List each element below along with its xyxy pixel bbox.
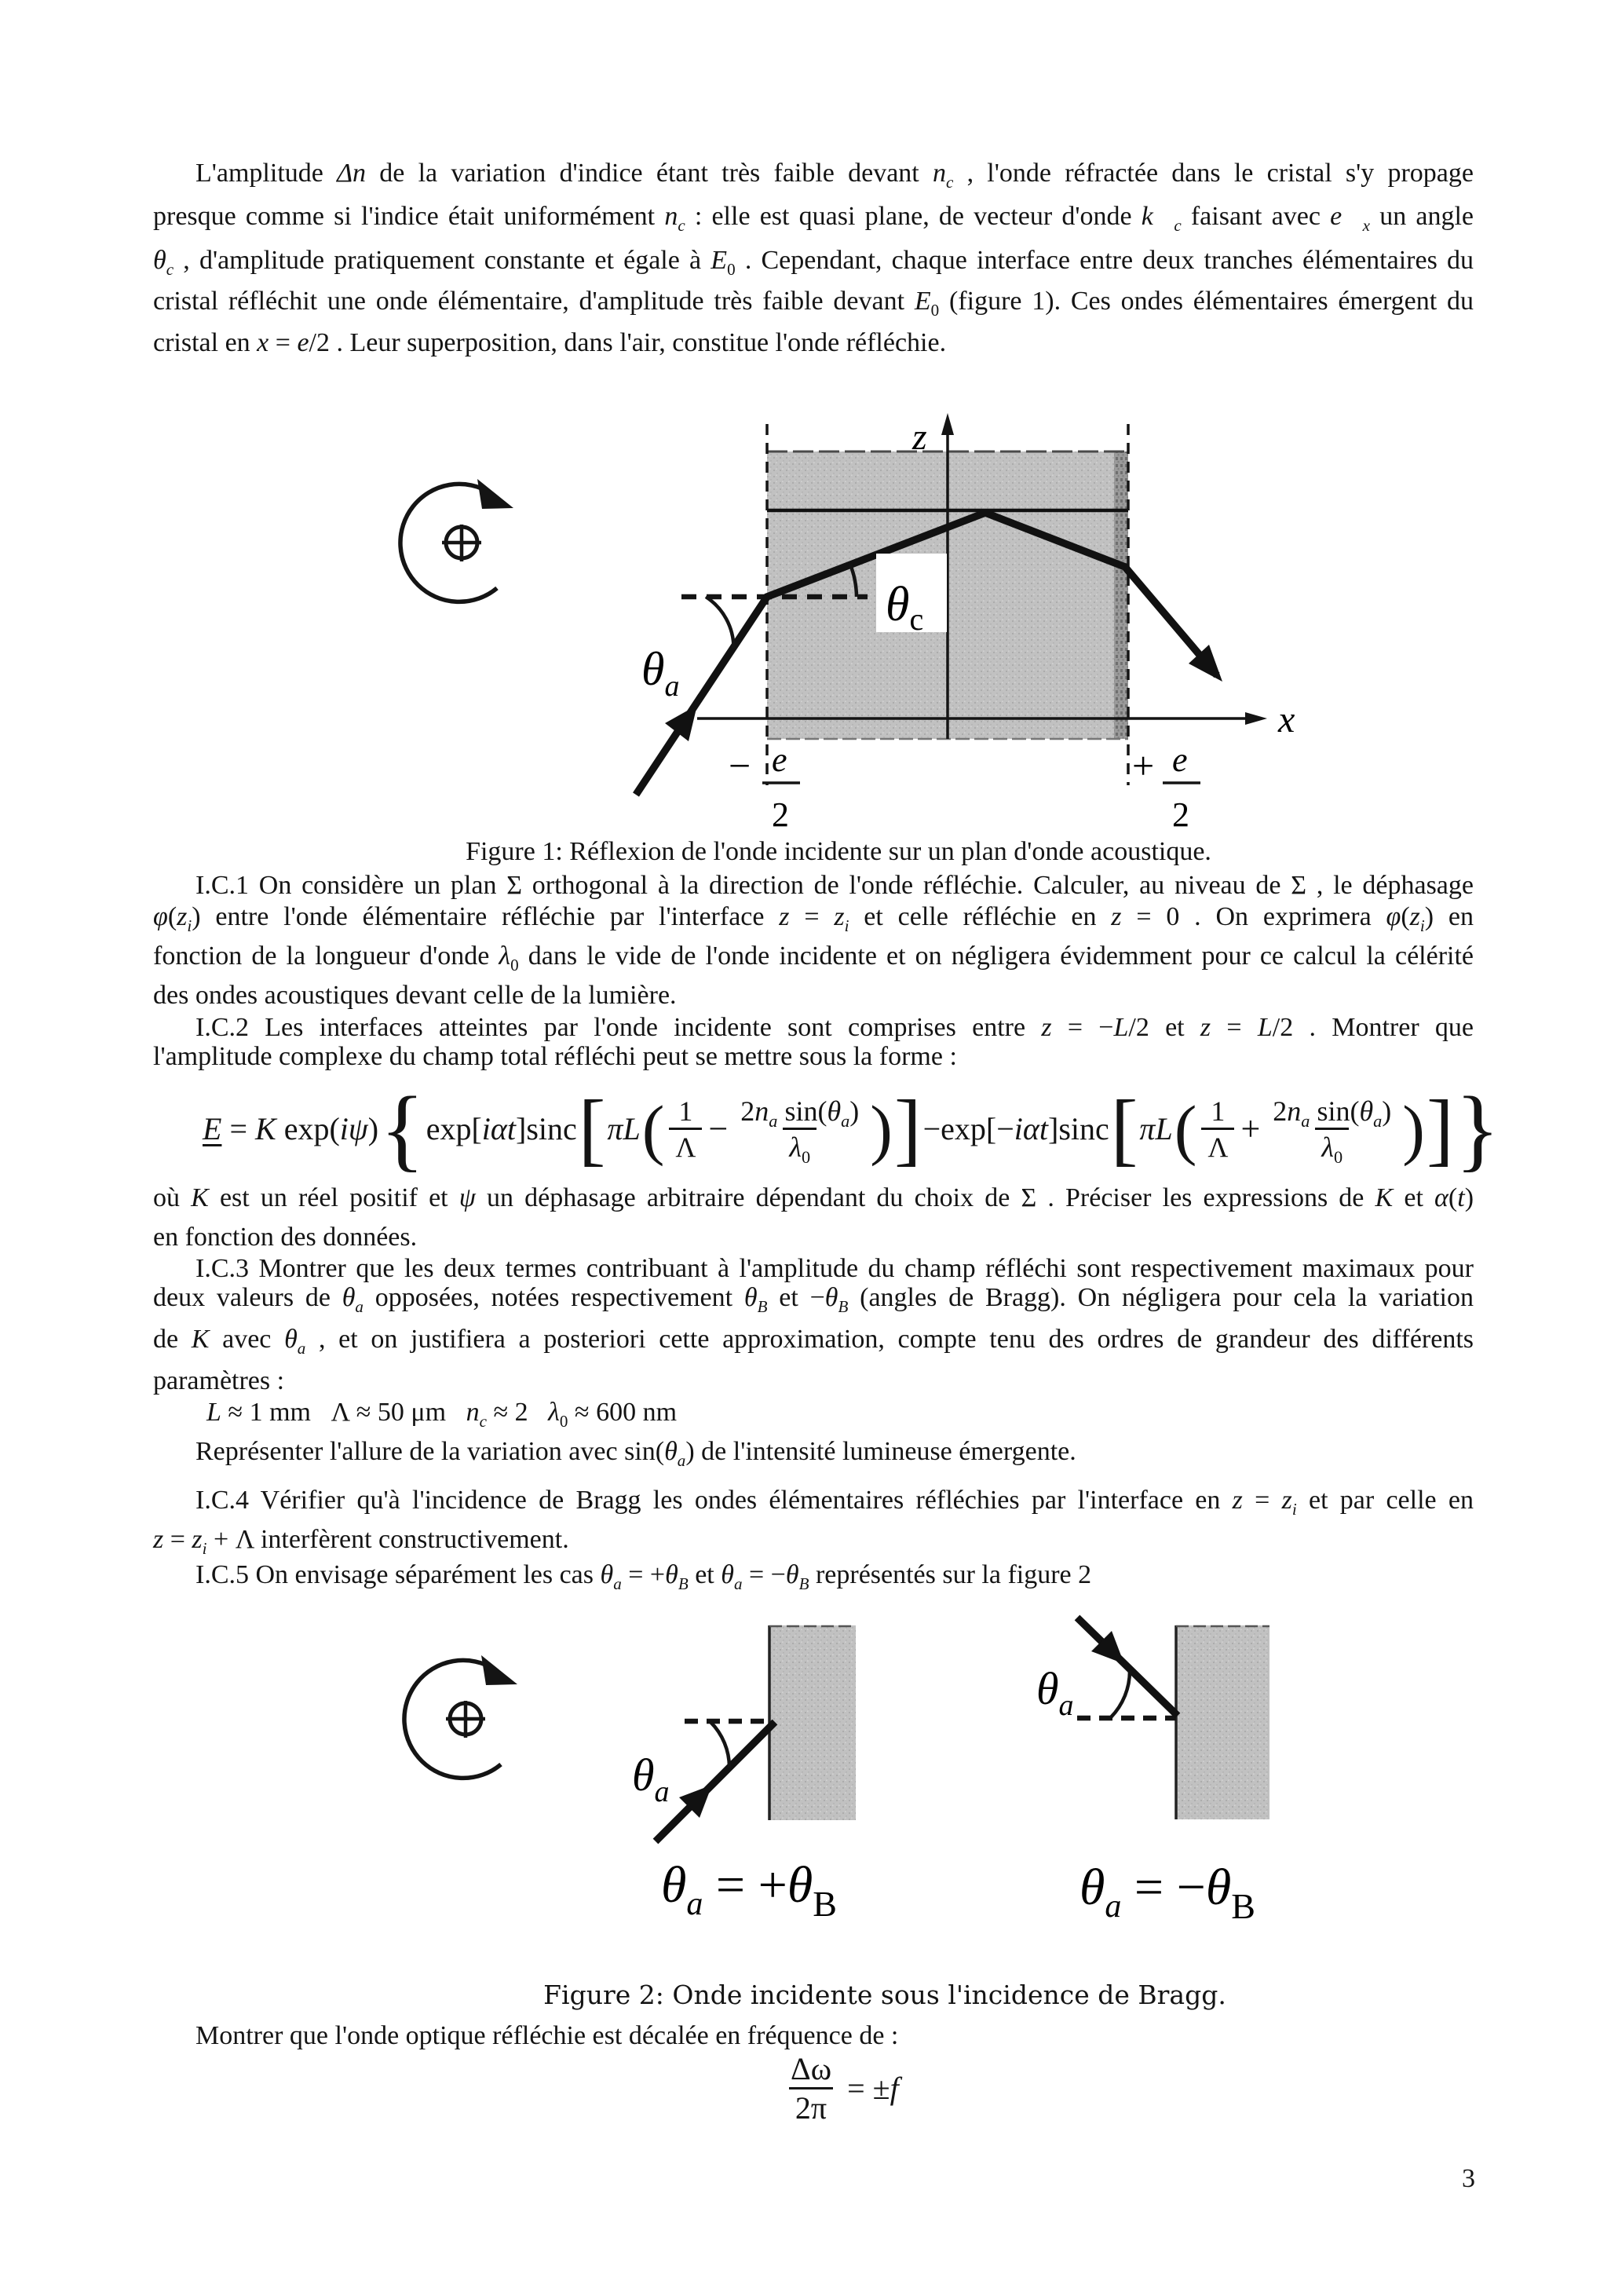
paragraph-line: presque comme si l'indice était uniformément $n_c$ : elle est quasi plane, de vecteur d'onde $k⃗_c$ faisant avec $e⃗_x$ un angle <box>153 202 1474 235</box>
crystal-region <box>1176 1625 1269 1819</box>
svg-text:2: 2 <box>1172 795 1189 834</box>
z-axis-label: z <box>912 416 927 458</box>
bragg-minus-subfigure <box>1036 1618 1269 1926</box>
left-brace: { <box>380 1077 425 1180</box>
theta-a-label: $\theta_a$ <box>1036 1663 1074 1722</box>
paragraph-line: Montrer que l'onde optique réfléchie est décalée en fréquence de : <box>195 2021 899 2050</box>
figure2-diagram <box>314 1610 1374 1940</box>
rotation-arrowhead-icon <box>477 479 513 509</box>
figure1-diagram <box>314 393 1335 844</box>
right-brace: } <box>1455 1077 1500 1180</box>
paragraph-line: Représenter l'allure de la variation avec $\sin(\theta_a)$ de l'intensité lumineuse émergente. <box>195 1437 1076 1470</box>
theta-a-label: $\theta_a$ <box>641 643 680 703</box>
incident-ray <box>1077 1618 1178 1716</box>
theta-a-angle-arc <box>1111 1671 1130 1717</box>
frequency-shift-equation: $\frac{\Delta\omega}{2\pi}$ = ±f <box>781 2051 899 2126</box>
figure1-caption: Figure 1: Réflexion de l'onde incidente sur un plan d'onde acoustique. <box>466 837 1211 866</box>
page-number: 3 <box>1462 2164 1475 2193</box>
z-axis-arrowhead-icon <box>941 413 954 435</box>
bragg-plus-formula: $\theta_a = +\theta_B$ <box>661 1856 837 1924</box>
paragraph-line: I.C.2 Les interfaces atteintes par l'onde incidente sont comprises entre z = −L/2 et z = L/2 . Montrer que <box>195 1013 1474 1042</box>
theta-a-angle-arc <box>711 1722 729 1768</box>
theta-a-label: $\theta_a$ <box>632 1749 670 1808</box>
equation-lhs: E = K exp(iψ) <box>203 1111 379 1146</box>
incident-ray-arrowhead-icon <box>665 705 697 741</box>
paragraph-line: I.C.5 On envisage séparément les cas $\theta_a = +\theta_B$ et $\theta_a = -\theta_B$ représentés sur la figure 2 <box>195 1560 1092 1593</box>
bragg-plus-subfigure <box>632 1625 856 1924</box>
paragraph-line: I.C.4 Vérifier qu'à l'incidence de Bragg les ondes élémentaires réfléchies par l'interface en $z = z_i$ et par celle en <box>195 1486 1474 1519</box>
paragraph-line: de K avec $\theta_a$ , et on justifiera a posteriori cette approximation, compte tenu des ordres de grandeur des différents <box>153 1325 1474 1358</box>
paragraph-line: I.C.1 On considère un plan Σ orthogonal à la direction de l'onde réfléchie. Calculer, au niveau de Σ , le déphasage <box>195 871 1474 900</box>
theta-c-label: θc <box>886 578 924 637</box>
paragraph-line: $\theta_c$ , d'amplitude pratiquement constante et égale à $E_0$ . Cependant, chaque interface entre deux tranches élémentaires du <box>153 246 1474 279</box>
svg-text:2: 2 <box>772 795 789 834</box>
rotation-direction-icon <box>400 479 513 601</box>
paragraph-line: I.C.3 Montrer que les deux termes contribuant à l'amplitude du champ réfléchi sont respectivement maximaux pour <box>195 1254 1474 1283</box>
circled-plus-icon <box>446 1701 485 1738</box>
x-axis-label: x <box>1278 699 1295 740</box>
svg-text:e: e <box>1172 740 1188 779</box>
rotation-arrowhead-icon <box>481 1655 517 1685</box>
paragraph-line: cristal réfléchit une onde élémentaire, d'amplitude très faible devant $E_0$ (figure 1). Ces ondes élémentaires émergent du <box>153 287 1474 320</box>
paragraph-line: cristal en x = e/2 . Leur superposition, dans l'air, constitue l'onde réfléchie. <box>153 328 947 357</box>
svg-text:e: e <box>772 740 787 779</box>
theta-a-angle-arc <box>706 597 734 648</box>
field-amplitude-equation: E = K exp(iψ) { exp[iαt]sinc [ πL ( $\frac{1}{\Lambda}$ − $\frac{2n_a \sin(\theta_a)}{\lambda_0}$ ) ] −exp[−iαt]sinc [ πL ( $\frac{1}{\Lambda}$ + $\frac{2n_a \sin(\theta_a)}{\lambda_0}$ ) ] } <box>203 1077 1500 1180</box>
figure2-caption: Figure 2: Onde incidente sous l'incidence de Bragg. <box>543 1980 1226 2010</box>
svg-text:+: + <box>1132 744 1155 788</box>
paragraph-line: des ondes acoustiques devant celle de la lumière. <box>153 981 677 1010</box>
minus-e-over-2-label <box>729 740 800 834</box>
paragraph-line: paramètres : <box>153 1366 285 1395</box>
paragraph-line: en fonction des données. <box>153 1223 418 1252</box>
crystal-region <box>769 1625 856 1820</box>
crystal-exit-face <box>1114 452 1128 739</box>
incident-ray <box>656 1722 775 1841</box>
plus-e-over-2-label <box>1132 740 1200 834</box>
rotation-direction-icon <box>404 1655 517 1778</box>
paragraph-line: deux valeurs de $\theta_a$ opposées, notées respectivement $\theta_B$ et $-\theta_B$ (angles de Bragg). On négligera pour cela la variation <box>153 1283 1474 1316</box>
paragraph-line: où K est un réel positif et ψ un déphasage arbitraire dépendant du choix de Σ . Préciser les expressions de K et α(t) <box>153 1183 1474 1212</box>
svg-text:−: − <box>729 744 751 788</box>
x-axis-arrowhead-icon <box>1245 712 1267 725</box>
paragraph-line: L'amplitude Δn de la variation d'indice étant très faible devant $n_c$ , l'onde réfractée dans le cristal s'y propage <box>195 159 1474 192</box>
circled-plus-icon <box>442 525 481 561</box>
numeric-parameters-line: L ≈ 1 mm Λ ≈ 50 μm $n_c \approx 2$ $\lambda_0 \approx 600$ nm <box>206 1398 678 1431</box>
bragg-minus-formula: $\theta_a = -\theta_B$ <box>1080 1859 1255 1926</box>
paragraph-line: l'amplitude complexe du champ total réfléchi peut se mettre sous la forme : <box>153 1042 957 1071</box>
paragraph-line: $z = z_i + \Lambda$ interfèrent constructivement. <box>153 1525 569 1558</box>
paragraph-line: $\varphi(z_i)$ entre l'onde élémentaire réfléchie par l'interface $z = z_i$ et celle réfléchie en z = 0 . On exprimera $\varphi(z_i)$ en <box>153 902 1474 935</box>
paragraph-line: fonction de la longueur d'onde $\lambda_0$ dans le vide de l'onde incidente et on négligera évidemment pour ce calcul la célérité <box>153 941 1474 974</box>
